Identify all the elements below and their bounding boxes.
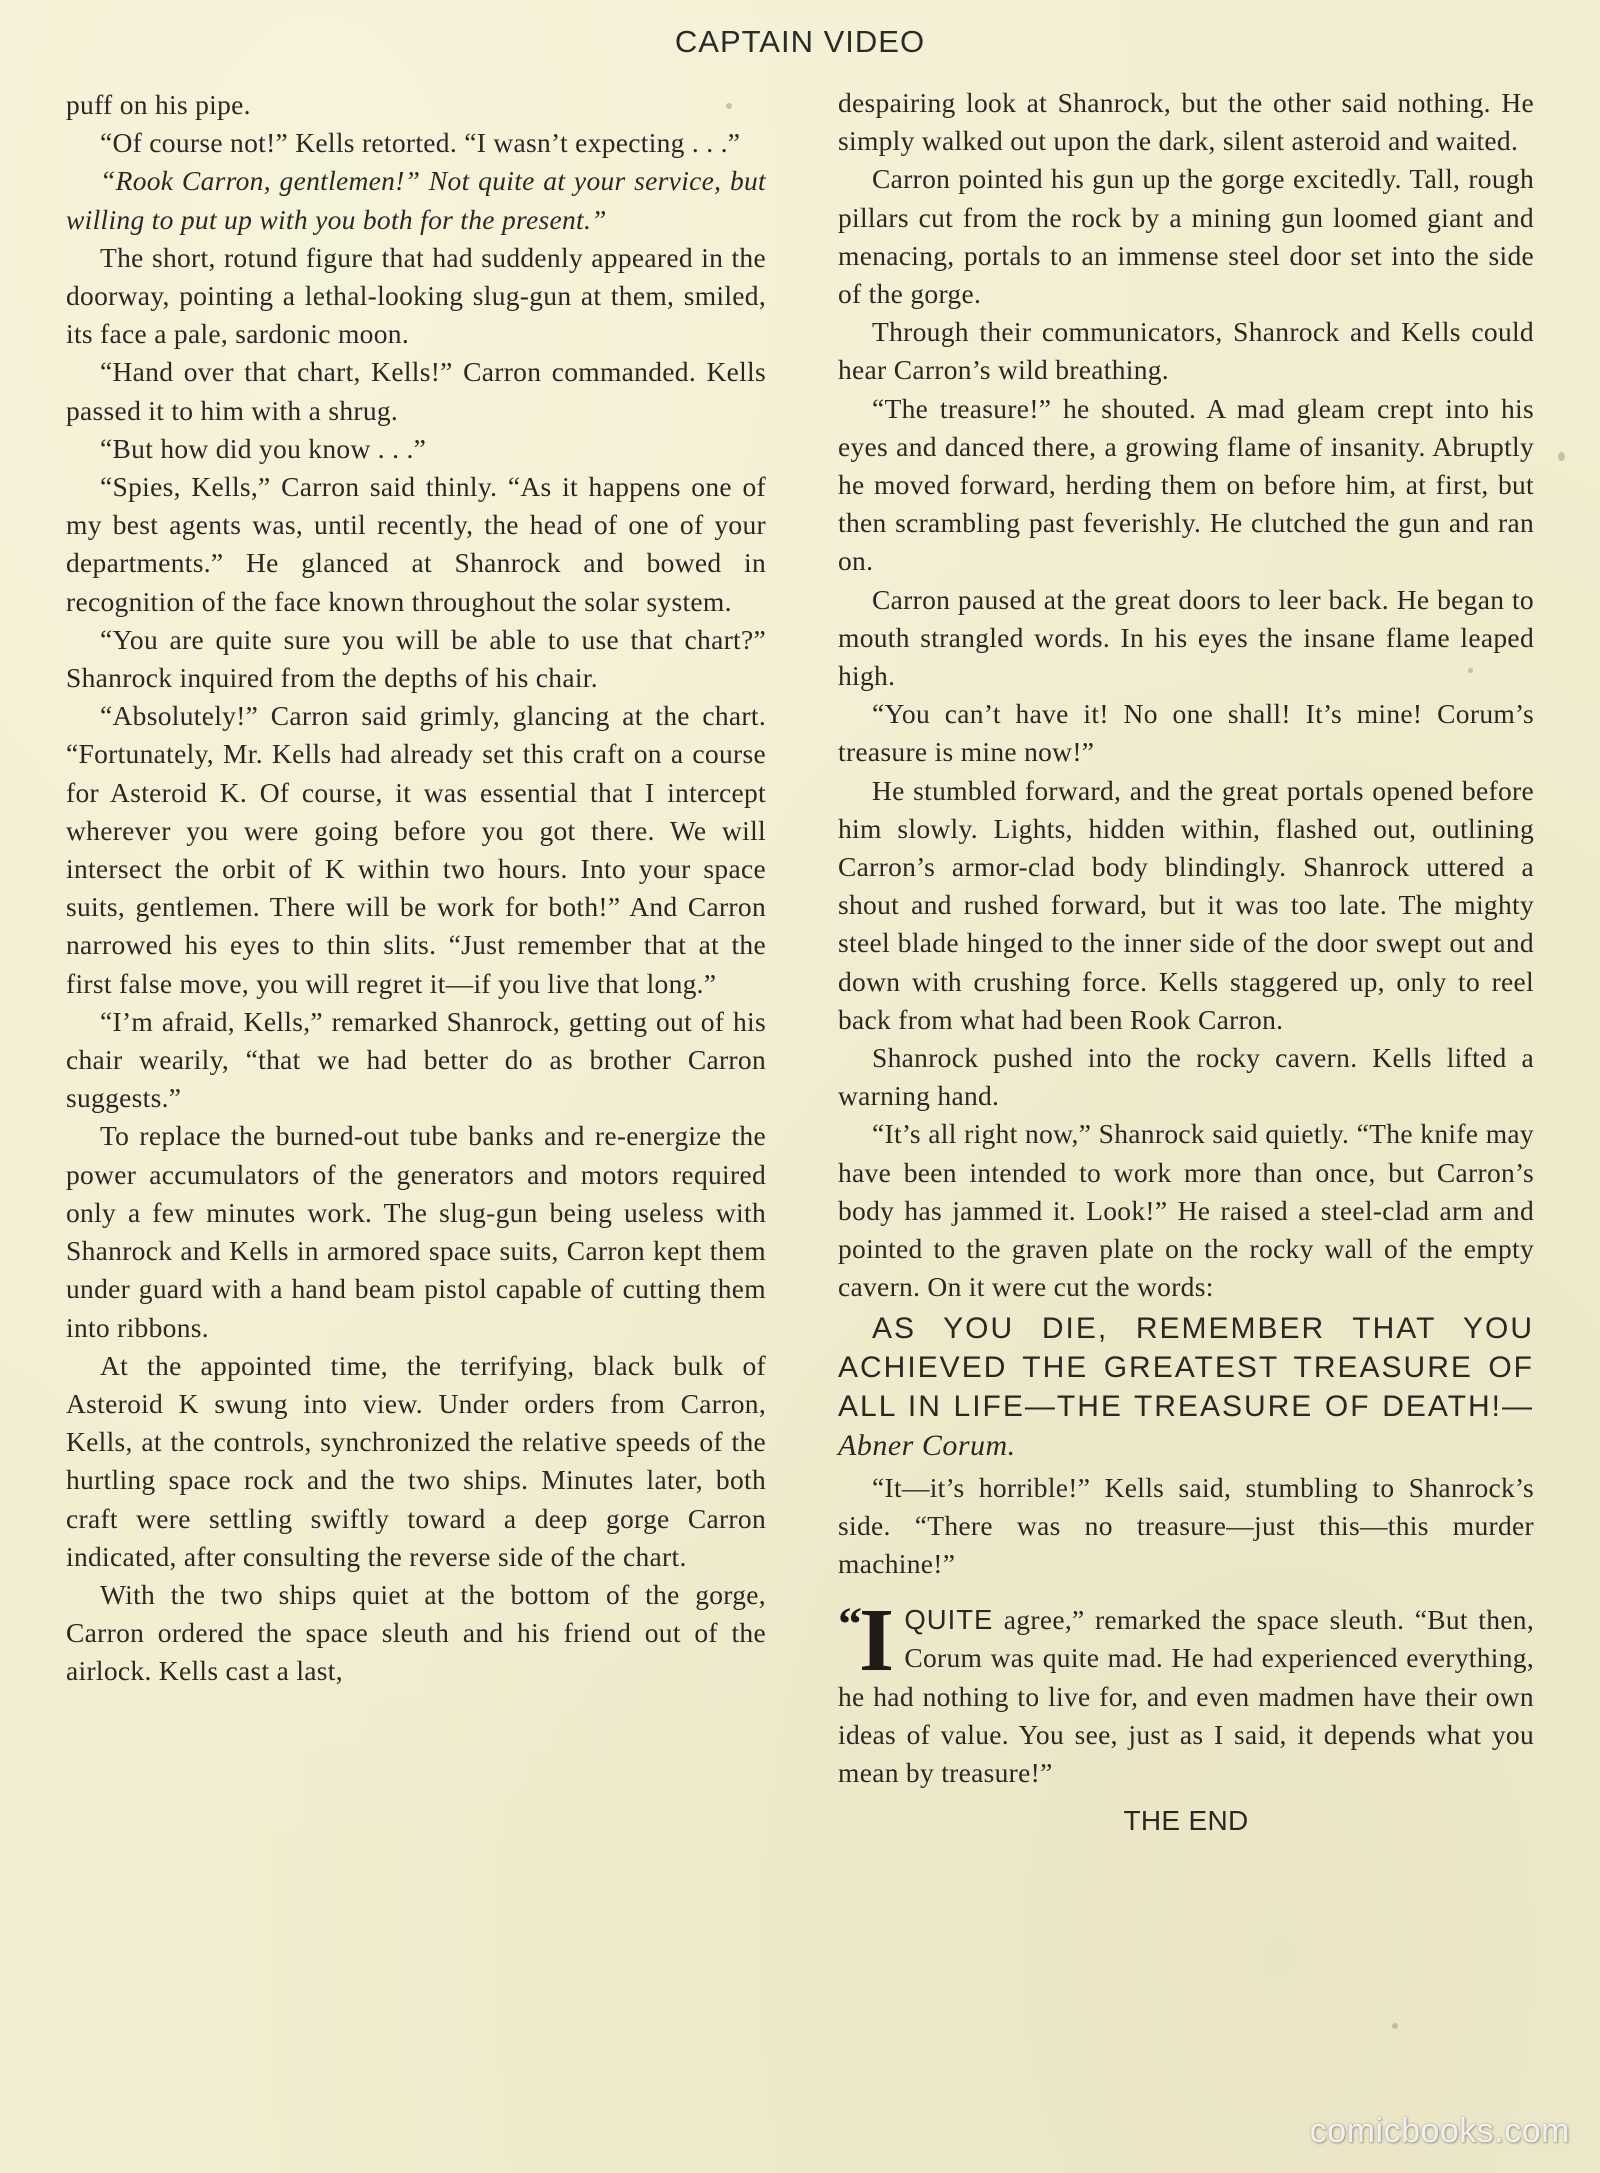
closing-paragraph [838, 1591, 1534, 1792]
closing-paragraph-text: agree,” remarked the space sleuth. “But then, Corum was quite mad. He had experienced everything, he had nothing to live for, and even madmen have their own ideas of value. You see, just as I said, it depends what you mean by treasure!” [838, 1604, 1534, 1788]
paragraph [66, 162, 766, 238]
paragraph: “You can’t have it! No one shall! It’s mine! Corum’s treasure is mine now!” [838, 698, 1534, 768]
drop-cap-quote-mark: “ [838, 1598, 859, 1652]
paragraph: He stumbled forward, and the great portals opened before him slowly. Lights, hidden within, flashed out, outlining Carron’s armor-clad body blindingly. Shanrock uttered a shout and rushed forward, but it was too late. The mighty steel blade hinged to the inner side of the door swept out and down with crushing force. Kells staggered up, only to reel back from what had been Rook Carron. [838, 774, 1534, 1035]
engraved-inscription [838, 1309, 1534, 1465]
paragraph: “You are quite sure you will be able to use that chart?” Shanrock inquired from the depths of his chair. [66, 623, 766, 694]
inscription-attribution: Abner Corum. [838, 1428, 1016, 1462]
paragraph: puff on his pipe. [66, 89, 251, 120]
paragraph: Through their communicators, Shanrock and Kells could hear Carron’s wild breathing. [838, 316, 1534, 386]
print-speck [726, 103, 732, 109]
print-speck [1468, 668, 1473, 673]
paragraph: “The treasure!” he shouted. A mad gleam crept into his eyes and danced there, a growing flame of insanity. Abruptly he moved forward, herding them on before him, at first, but then scrambling past feverishly. He clutched the gun and ran on. [838, 392, 1534, 577]
paragraph: Shanrock pushed into the rocky cavern. Kells lifted a warning hand. [838, 1042, 1534, 1112]
print-speck [668, 866, 676, 874]
paragraph: “Of course not!” Kells retorted. “I wasn’t expecting . . .” [100, 127, 741, 159]
paragraph: Carron pointed his gun up the gorge excitedly. Tall, rough pillars cut from the rock by a mining gun loomed giant and menacing, portals to an immense steel door set into the side of the gorge. [838, 163, 1534, 310]
italic-quote: “Rook Carron, gentlemen!” Not quite at your service, but willing to put up with you both for the present.” [66, 165, 766, 235]
paragraph: “But how did you know . . .” [100, 432, 427, 464]
paragraph: Carron paused at the great doors to leer back. He began to mouth strangled words. In his eyes the insane flame leaped high. [838, 583, 1534, 692]
paragraph: “I’m afraid, Kells,” remarked Shanrock, getting out of his chair wearily, “that we had better do as brother Carron suggests.” [66, 1005, 766, 1114]
paragraph: The short, rotund figure that had suddenly appeared in the doorway, pointing a lethal-looking slug-gun at them, smiled, its face a pale, sardonic moon. [66, 241, 766, 350]
drop-cap-letter: I [859, 1591, 895, 1691]
the-end-label: THE END [1123, 1805, 1249, 1837]
inscription-text: AS YOU DIE, REMEMBER THAT YOU ACHIEVED THE GREATEST TREASURE OF ALL IN LIFE—THE TREASURE OF DEATH!— [838, 1311, 1534, 1423]
paragraph: “It’s all right now,” Shanrock said quietly. “The knife may have been intended to work more than once, but Carron’s body has jammed it. Look!” He raised a steel-clad arm and pointed to the graven plate on the rocky wall of the empty cavern. On it were cut the words: [838, 1118, 1534, 1303]
paragraph: “Spies, Kells,” Carron said thinly. “As it happens one of my best agents was, until recently, the head of one of your departments.” He glanced at Shanrock and bowed in recognition of the face known throughout the solar system. [66, 471, 766, 617]
paragraph: “It—it’s horrible!” Kells said, stumbling to Shanrock’s side. “There was no treasure—just this—this murder machine!” [838, 1471, 1534, 1579]
paragraph: “Absolutely!” Carron said grimly, glancing at the chart. “Fortunately, Mr. Kells had already set this craft on a course for Asteroid K. Of course, it was essential that I intercept wherever you were going before you got there. We will intersect the orbit of K within two hours. Into your space suits, gentlemen. There will be work for both!” And Carron narrowed his eyes to thin slits. “Just remember that at the first false move, you will regret it—if you live that long.” [66, 700, 766, 999]
running-head: CAPTAIN VIDEO [674, 24, 926, 59]
lead-in-word: QUITE [904, 1604, 994, 1636]
drop-cap [838, 1591, 895, 1691]
paragraph: despairing look at Shanrock, but the other said nothing. He simply walked out upon the dark, silent asteroid and waited. [838, 87, 1534, 157]
watermark-logo: comicbooks.com [1309, 2112, 1570, 2150]
left-text-column [66, 86, 766, 1691]
paragraph: To replace the burned-out tube banks and re-energize the power accumulators of the generators and motors required only a few minutes work. The slug-gun being useless with Shanrock and Kells in armored space suits, Carron kept them under guard with a hand beam pistol capable of cutting them into ribbons. [66, 1120, 766, 1343]
paragraph: “Hand over that chart, Kells!” Carron commanded. Kells passed it to him with a shrug. [66, 356, 766, 426]
paragraph: At the appointed time, the terrifying, black bulk of Asteroid K swung into view. Under orders from Carron, Kells, at the controls, synchronized the relative speeds of the hurtling space rock and the two ships. Minutes later, both craft were settling swiftly toward a deep gorge Carron indicated, after consulting the reverse side of the chart. [66, 1349, 766, 1572]
print-speck [1392, 2023, 1398, 2029]
print-speck [1558, 452, 1565, 461]
paragraph: With the two ships quiet at the bottom of the gorge, Carron ordered the space sleuth and his friend out of the airlock. Kells cast a last, [66, 1578, 766, 1687]
right-text-column [838, 84, 1534, 1840]
